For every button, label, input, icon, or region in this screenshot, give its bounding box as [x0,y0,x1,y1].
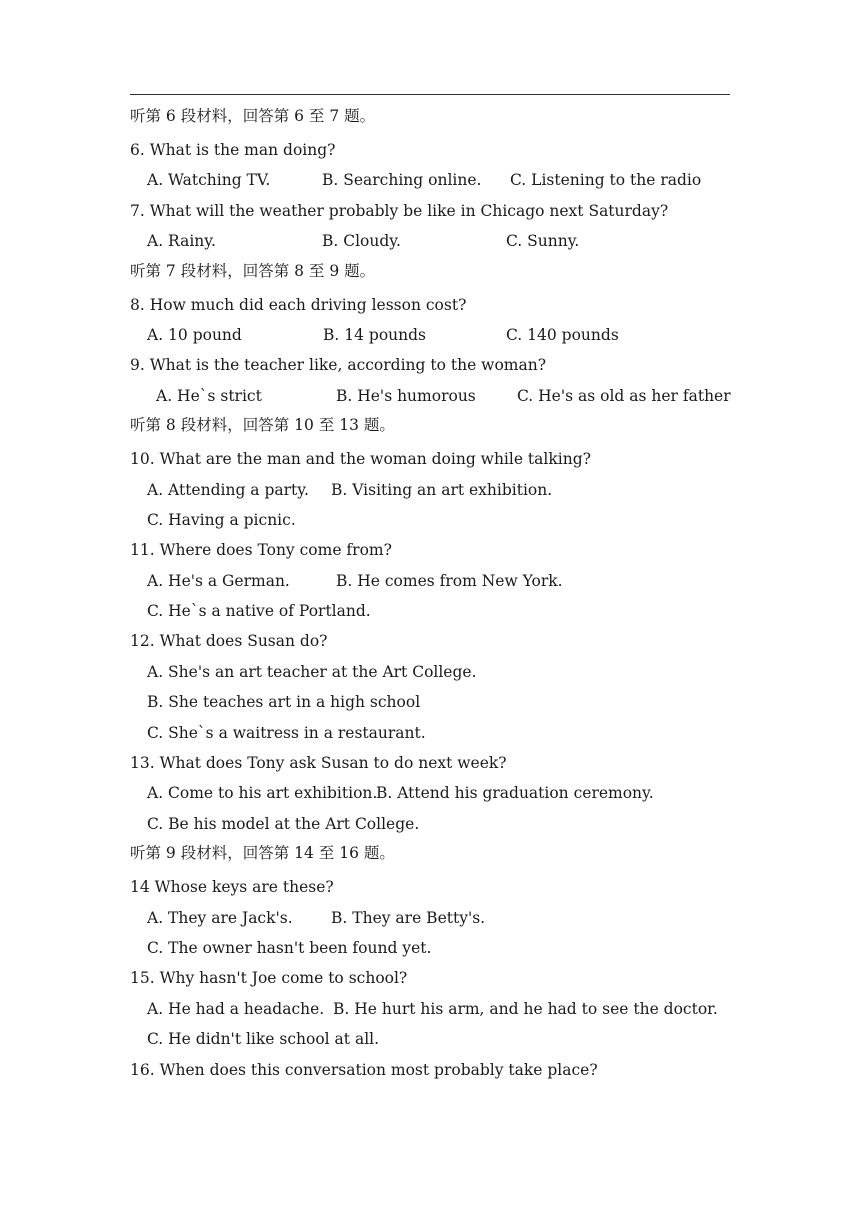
option-c: C. Having a picnic. [147,510,296,529]
option-a: A. Attending a party. [147,480,309,499]
option-b: B. Searching online. [322,171,482,190]
option-a: A. Come to his art exhibition. [147,784,378,803]
option-c: C. He`s a native of Portland. [147,602,371,621]
document-body [130,102,750,1085]
options-row [130,994,750,1024]
question-8: 8. How much did each driving lesson cost? [130,295,467,314]
option-a: A. Watching TV. [147,171,271,190]
options-row [130,903,750,933]
options-row [130,226,750,256]
options-row [130,778,750,808]
option-c: C. He's as old as her father [517,386,731,405]
option-b: B. Cloudy. [322,232,401,251]
section-heading: 听第 8 段材料，回答第 10 至 13 题。 [130,416,395,435]
question-9: 9. What is the teacher like, according to the woman? [130,356,547,375]
option-c: C. Sunny. [506,232,580,251]
section-heading: 听第 6 段材料，回答第 6 至 7 题。 [130,107,376,125]
option-a: A. Rainy. [147,232,216,251]
option-b: B. He's humorous [336,386,476,405]
options-row [130,566,750,596]
options-row [130,381,750,411]
question-14: 14 Whose keys are these? [130,878,334,897]
options-row [130,165,750,195]
option-a: A. He's a German. [147,571,290,590]
option-c: C. She`s a waitress in a restaurant. [147,723,426,742]
option-b: B. He comes from New York. [336,571,563,590]
option-c: C. Listening to the radio [510,171,702,190]
question-10: 10. What are the man and the woman doing while talking? [130,450,591,469]
option-a: A. They are Jack's. [147,908,293,927]
options-row [130,475,750,505]
option-b: B. Attend his graduation ceremony. [376,784,654,803]
option-b: B. Visiting an art exhibition. [331,480,553,499]
option-c: C. The owner hasn't been found yet. [147,938,432,957]
question-7: 7. What will the weather probably be like in Chicago next Saturday? [130,201,669,220]
header-rule [130,94,730,95]
question-11: 11. Where does Tony come from? [130,541,392,560]
option-c: C. 140 pounds [506,325,619,344]
option-b: B. She teaches art in a high school [147,693,421,712]
options-row [130,320,750,350]
option-c: C. He didn't like school at all. [147,1030,380,1049]
option-c: C. Be his model at the Art College. [147,814,420,833]
option-b: B. They are Betty's. [331,908,486,927]
section-heading: 听第 9 段材料，回答第 14 至 16 题。 [130,844,395,863]
option-a: A. 10 pound [147,325,242,344]
option-a: A. He had a headache. [147,999,325,1018]
option-b: B. 14 pounds [323,325,426,344]
question-15: 15. Why hasn't Joe come to school? [130,969,408,988]
question-16: 16. When does this conversation most probably take place? [130,1060,598,1079]
question-13: 13. What does Tony ask Susan to do next week? [130,754,507,773]
option-a: A. He`s strict [156,386,262,405]
question-12: 12. What does Susan do? [130,632,328,651]
option-b: B. He hurt his arm, and he had to see the doctor. [333,999,718,1018]
option-a: A. She's an art teacher at the Art College. [147,662,477,681]
section-heading: 听第 7 段材料，回答第 8 至 9 题。 [130,261,376,280]
question-6: 6. What is the man doing? [130,141,336,159]
